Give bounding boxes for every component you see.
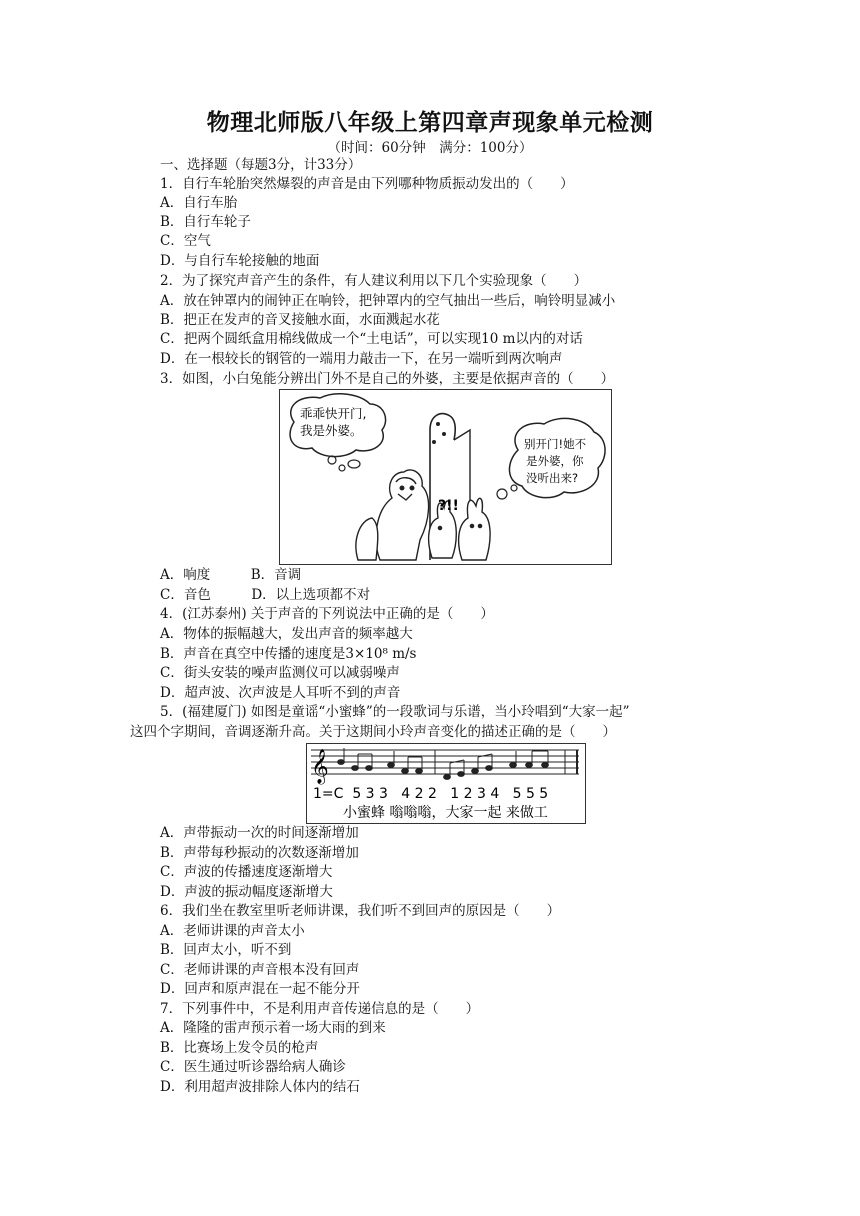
exam-time-info: （时间：60分钟 满分：100分） [327, 140, 533, 156]
question-3-options-cd: C．音色 D．以上选项都不对 [160, 587, 371, 603]
music-staff [311, 750, 579, 774]
question-6-option-d: D．回声和原声混在一起不能分开 [160, 981, 360, 997]
question-4-option-d: D．超声波、次声波是人耳听不到的声音 [160, 685, 401, 701]
question-2-option-c: C．把两个圆纸盒用棉线做成一个“土电话”，可以实现10 m以内的对话 [160, 331, 583, 347]
question-1-option-a: A．自行车胎 [160, 195, 238, 211]
question-7-option-d: D．利用超声波排除人体内的结石 [160, 1079, 360, 1095]
numbered-notation: 1=C 5 3 3 4 2 2 1 2 3 4 5 5 5 [313, 786, 549, 802]
treble-clef-icon: 𝄞 [311, 749, 329, 784]
question-7-option-a: A．隆隆的雷声预示着一场大雨的到来 [160, 1020, 386, 1036]
question-1-option-d: D．与自行车轮接触的地面 [160, 253, 320, 269]
right-bubble-line-2: 是外婆，你 [526, 454, 584, 468]
question-4-option-c: C．街头安装的噪声监测仪可以减弱噪声 [160, 665, 400, 681]
question-4-option-a: A．物体的振幅越大，发出声音的频率越大 [160, 626, 413, 642]
question-5-option-d: D．声波的振动幅度逐渐增大 [160, 884, 333, 900]
question-2-option-a: A．放在钟罩内的闹钟正在响铃，把钟罩内的空气抽出一些后，响铃明显减小 [160, 293, 616, 309]
question-5-music-score-figure [306, 743, 586, 824]
page-title: 物理北师版八年级上第四章声现象单元检测 [206, 110, 654, 136]
song-lyrics: 小蜜蜂 嗡嗡嗡，大家一起 来做工 [343, 805, 548, 821]
right-bubble-line-1: 别开门!她不 [524, 437, 587, 451]
question-5-option-c: C．声波的传播速度逐渐增大 [160, 864, 333, 880]
question-5-stem-line-2: 这四个字期间，音调逐渐升高。关于这期间小玲声音变化的描述正确的是（ ） [130, 724, 616, 740]
question-1-option-c: C．空气 [160, 233, 211, 249]
music-notes [338, 748, 577, 779]
question-5-option-b: B．声带每秒振动的次数逐渐增加 [160, 845, 359, 861]
section-heading: 一、选择题（每题3分，计33分） [160, 157, 362, 173]
question-2-stem: 2．为了探究声音产生的条件，有人建议利用以下几个实验现象（ ） [160, 273, 588, 289]
question-7-option-c: C．医生通过听诊器给病人确诊 [160, 1059, 346, 1075]
question-7-stem: 7．下列事件中，不是利用声音传递信息的是（ ） [160, 1001, 480, 1017]
question-1-option-b: B．自行车轮子 [160, 214, 251, 230]
question-1-stem: 1．自行车轮胎突然爆裂的声音是由下列哪种物质振动发出的（ ） [160, 176, 574, 192]
surprise-mark: ?!! [438, 498, 459, 514]
question-4-stem: 4．(江苏泰州) 关于声音的下列说法中正确的是（ ） [160, 606, 494, 622]
left-bubble-line-1: 乖乖快开门, [300, 406, 367, 421]
question-5-option-a: A．声带振动一次的时间逐渐增加 [160, 825, 359, 841]
question-5-stem-line-1: 5．(福建厦门) 如图是童谣“小蜜蜂”的一段歌词与乐谱，当小玲唱到“大家一起” [160, 704, 630, 720]
question-7-option-b: B．比赛场上发令员的枪声 [160, 1040, 319, 1056]
question-3-cartoon-figure [279, 389, 612, 565]
left-bubble-line-2: 我是外婆。 [300, 423, 363, 438]
question-3-options-ab: A．响度 B．音调 [160, 567, 302, 583]
right-bubble-line-3: 没听出来? [526, 471, 579, 485]
question-4-option-b: B．声音在真空中传播的速度是3×10⁸ m/s [160, 646, 417, 662]
question-6-option-a: A．老师讲课的声音太小 [160, 923, 305, 939]
question-6-option-b: B．回声太小，听不到 [160, 942, 292, 958]
question-2-option-d: D．在一根较长的钢管的一端用力敲击一下，在另一端听到两次响声 [160, 351, 563, 367]
question-3-stem: 3．如图，小白兔能分辨出门外不是自己的外婆，主要是依据声音的（ ） [160, 371, 615, 387]
question-2-option-b: B．把正在发声的音叉接触水面，水面溅起水花 [160, 312, 440, 328]
question-6-option-c: C．老师讲课的声音根本没有回声 [160, 962, 360, 978]
question-6-stem: 6．我们坐在教室里听老师讲课，我们听不到回声的原因是（ ） [160, 903, 561, 919]
wolf-figure [356, 470, 429, 560]
